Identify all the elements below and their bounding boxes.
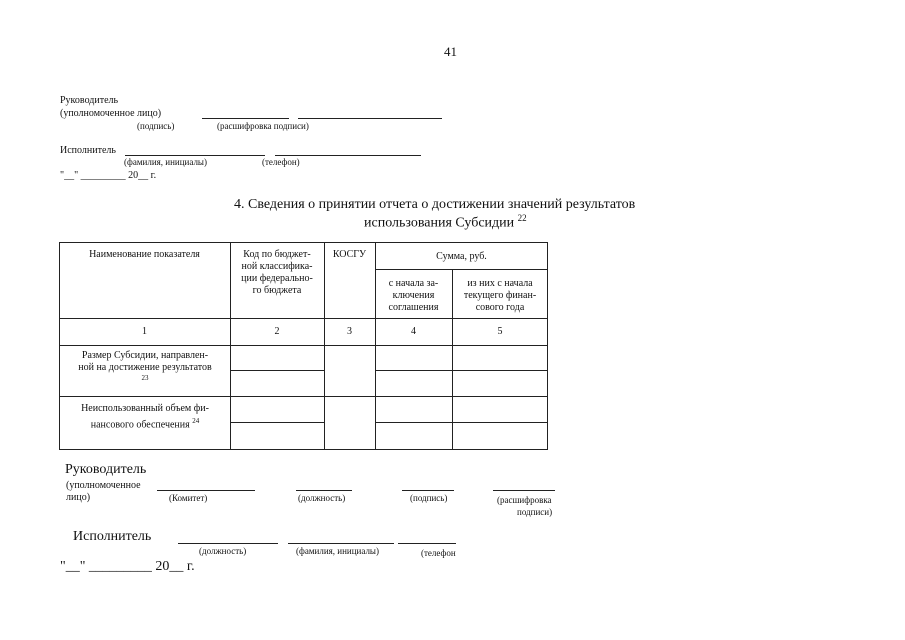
bottom-head-sub1: (уполномоченное <box>66 480 141 491</box>
signature-line <box>202 118 289 119</box>
executor-title: Исполнитель <box>60 145 116 156</box>
header-sum: Сумма, руб. <box>436 251 487 262</box>
exec-phone-caption: (телефон <box>421 548 456 558</box>
section-footnote-ref: 22 <box>517 213 527 223</box>
row-footnote-ref: 23 <box>141 374 149 382</box>
signature-caption: (подпись) <box>410 493 448 503</box>
phone-caption: (телефон) <box>262 157 300 167</box>
column-number: 2 <box>274 326 280 337</box>
phone-line <box>275 155 421 156</box>
exec-position-line <box>178 543 278 544</box>
decoding-line <box>298 118 442 119</box>
head-subtitle: (уполномоченное лицо) <box>60 108 162 119</box>
section-title-text: использования Субсидии <box>364 215 515 231</box>
column-number: 4 <box>411 326 416 337</box>
header-budget-code-line: Код по бюджет- <box>243 249 311 260</box>
header-budget-code-line: ции федерально- <box>241 273 313 284</box>
bottom-date-line: "__" _________ 20__ г. <box>60 559 195 574</box>
decoding-caption1: (расшифровка <box>497 495 552 505</box>
header-since-agreement-line: с начала за- <box>388 278 439 289</box>
column-number: 5 <box>497 326 503 337</box>
decoding-caption2: подписи) <box>517 507 553 517</box>
row-label-line: ной на достижение результатов <box>78 362 212 373</box>
bottom-head-title: Руководитель <box>65 462 147 477</box>
header-since-agreement-line: ключения <box>392 290 435 301</box>
report-table <box>59 242 548 450</box>
position-line <box>296 490 352 491</box>
row-label-unused <box>63 403 227 431</box>
fio-line <box>125 155 265 156</box>
page-number: 41 <box>444 44 457 59</box>
header-budget-code-line: го бюджета <box>252 285 302 296</box>
exec-fio-caption: (фамилия, инициалы) <box>296 546 379 556</box>
column-number: 1 <box>142 326 147 337</box>
committee-caption: (Комитет) <box>169 493 208 503</box>
row-label-line: Размер Субсидии, направлен- <box>81 350 209 361</box>
row-label-text: нансового обеспечения <box>90 419 190 431</box>
header-current-year <box>452 278 548 314</box>
exec-fio-line <box>288 543 394 544</box>
header-budget-code-line: ной классифика- <box>241 261 313 272</box>
decoding-line <box>493 490 555 491</box>
section-title-line1: 4. Сведения о принятии отчета о достижении значений результатов <box>234 197 636 212</box>
signature-line <box>402 490 454 491</box>
exec-position-caption: (должность) <box>199 546 247 556</box>
header-current-year-line: текущего финан- <box>463 290 537 301</box>
date-line: "__" _________ 20__ г. <box>60 170 157 181</box>
header-current-year-line: из них с начала <box>467 278 533 289</box>
header-since-agreement-line: соглашения <box>388 302 439 313</box>
header-since-agreement <box>375 278 452 314</box>
column-number: 3 <box>347 326 352 337</box>
bottom-executor-title: Исполнитель <box>73 529 152 544</box>
row-label-line-with-footnote <box>63 415 227 431</box>
header-budget-code <box>230 249 324 297</box>
exec-phone-line <box>398 543 456 544</box>
fio-caption: (фамилия, инициалы) <box>124 157 207 167</box>
row-label-subsidy <box>63 350 227 382</box>
section-title-line2 <box>364 213 527 232</box>
bottom-head-sub2: лицо) <box>66 492 91 503</box>
position-caption: (должность) <box>298 493 346 503</box>
row-label-line: Неиспользованный объем фи- <box>81 403 209 414</box>
header-kosgu: КОСГУ <box>332 249 367 260</box>
row-footnote-ref: 24 <box>192 417 200 425</box>
decoding-caption: (расшифровка подписи) <box>217 121 309 131</box>
header-current-year-line: сового года <box>475 302 525 313</box>
header-indicator: Наименование показателя <box>89 249 200 260</box>
head-title: Руководитель <box>60 95 119 106</box>
signature-caption: (подпись) <box>137 121 175 131</box>
committee-line <box>157 490 255 491</box>
